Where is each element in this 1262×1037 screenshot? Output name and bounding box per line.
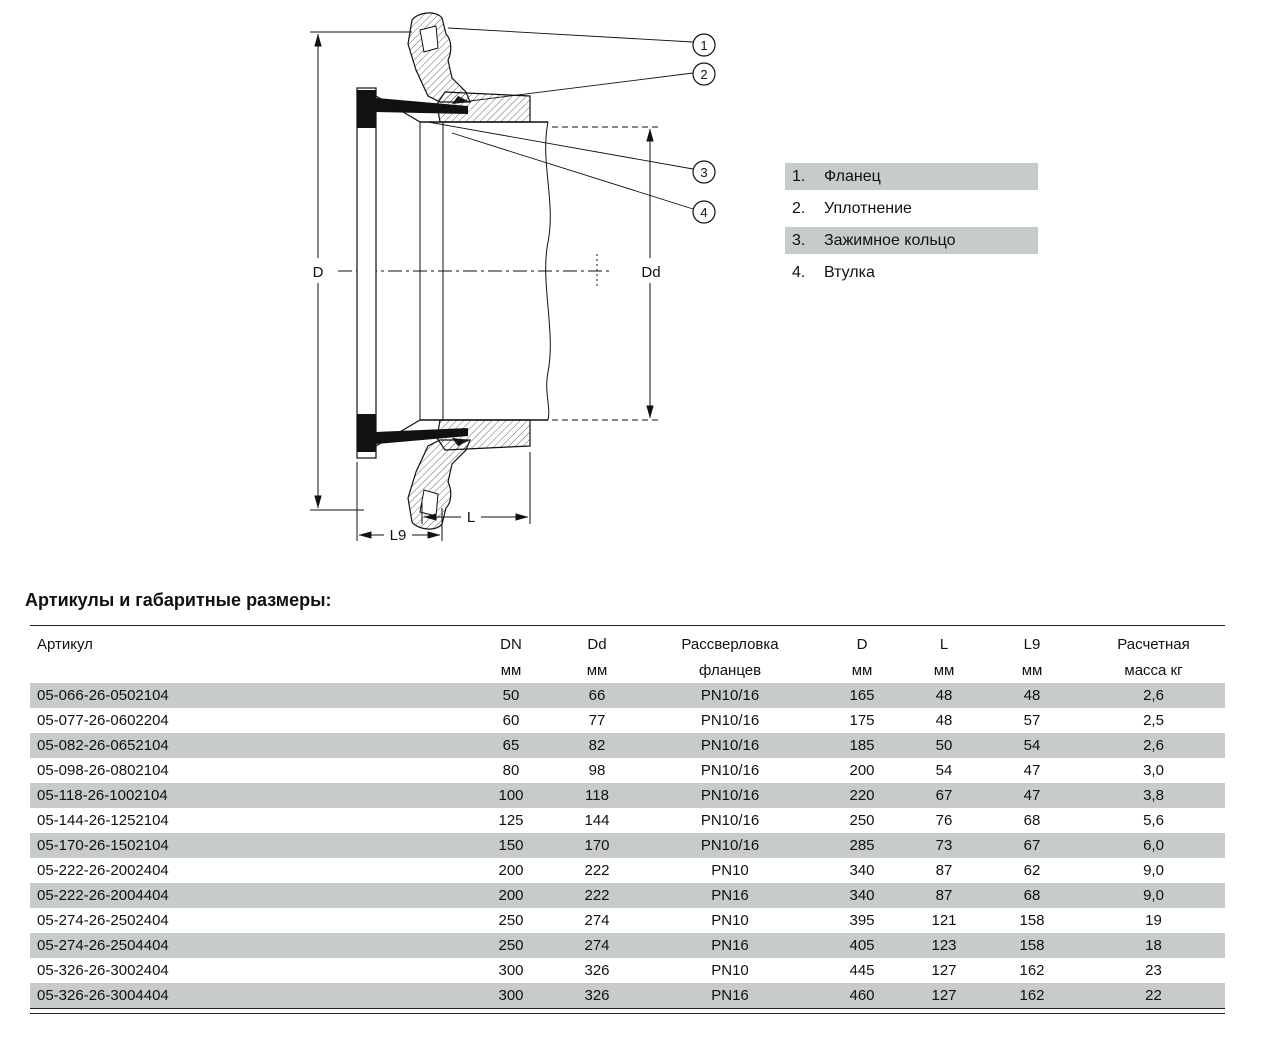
- cell-drilling: PN10/16: [700, 687, 760, 704]
- cell-dn: 100: [498, 787, 524, 804]
- cell-d: 340: [849, 862, 875, 879]
- cell-dd: 144: [584, 812, 610, 829]
- legend-item-number: 2.: [792, 199, 806, 217]
- cell-dn: 65: [502, 737, 520, 754]
- cell-d: 200: [849, 762, 875, 779]
- callout-1: [693, 34, 715, 56]
- table-body: [30, 683, 1225, 1009]
- cell-drilling: PN10/16: [700, 837, 760, 854]
- cell-l: 123: [931, 937, 957, 954]
- cell-l: 50: [935, 737, 953, 754]
- cell-d: 460: [849, 987, 875, 1004]
- cell-mass: 3,8: [1143, 787, 1164, 804]
- cell-l9: 162: [1019, 987, 1045, 1004]
- dim-dd-label: Dd: [641, 264, 661, 281]
- leader-4: [452, 133, 693, 209]
- cell-article: 05-082-26-0652104: [37, 737, 169, 754]
- leader-3: [428, 122, 693, 169]
- cell-l9: 47: [1023, 762, 1041, 779]
- cell-l: 87: [935, 862, 953, 879]
- cell-mass: 9,0: [1143, 887, 1164, 904]
- cell-mass: 22: [1145, 987, 1162, 1004]
- cell-article: 05-274-26-2504404: [37, 937, 169, 954]
- legend-item-label: Уплотнение: [824, 199, 912, 217]
- cell-dn: 300: [498, 962, 524, 979]
- legend-item: [785, 227, 1038, 254]
- cell-drilling: PN16: [711, 987, 749, 1004]
- col-header-l9: L9 мм: [1021, 636, 1043, 679]
- leader-1: [448, 28, 693, 42]
- cell-dd: 98: [588, 762, 606, 779]
- flange-seal-top: [357, 90, 376, 128]
- dim-d-label: D: [312, 264, 324, 281]
- cell-dn: 250: [498, 937, 524, 954]
- cell-article: 05-170-26-1502104: [37, 837, 169, 854]
- cell-l: 73: [935, 837, 953, 854]
- cell-l9: 62: [1023, 862, 1041, 879]
- table-row: [30, 708, 1225, 733]
- callout-4-number: 4: [700, 205, 708, 220]
- cell-l9: 67: [1023, 837, 1041, 854]
- table-row: [30, 933, 1225, 958]
- clamp-top: [408, 13, 470, 102]
- cell-l9: 68: [1023, 887, 1041, 904]
- cell-dd: 326: [584, 987, 610, 1004]
- cell-mass: 2,6: [1143, 687, 1164, 704]
- cell-l9: 57: [1023, 712, 1041, 729]
- cell-l9: 54: [1023, 737, 1041, 754]
- cell-mass: 3,0: [1143, 762, 1164, 779]
- cell-article: 05-274-26-2502404: [37, 912, 169, 929]
- callout-2-number: 2: [700, 67, 708, 82]
- legend-item: [785, 163, 1038, 190]
- cell-drilling: PN10/16: [700, 762, 760, 779]
- cell-l9: 68: [1023, 812, 1041, 829]
- cell-drilling: PN10: [711, 962, 749, 979]
- cell-article: 05-222-26-2004404: [37, 887, 169, 904]
- cell-l9: 158: [1019, 912, 1045, 929]
- cell-d: 395: [849, 912, 875, 929]
- col-header-article: Артикул: [37, 636, 93, 653]
- legend-item-label: Зажимное кольцо: [824, 231, 956, 249]
- legend-item-label: Втулка: [824, 263, 875, 281]
- cell-dd: 274: [584, 912, 610, 929]
- cell-d: 185: [849, 737, 875, 754]
- cell-dd: 66: [588, 687, 606, 704]
- cell-drilling: PN10/16: [700, 712, 760, 729]
- col-header-l: L мм: [933, 636, 955, 679]
- cell-d: 175: [849, 712, 875, 729]
- col-header-drilling: Рассверловка фланцев: [681, 636, 779, 679]
- cell-dn: 80: [502, 762, 520, 779]
- cell-dn: 200: [498, 862, 524, 879]
- cell-l: 87: [935, 887, 953, 904]
- callout-1-number: 1: [700, 38, 708, 53]
- col-header-mass: Расчетная масса кг: [1117, 636, 1190, 679]
- cell-d: 220: [849, 787, 875, 804]
- table-row: [30, 833, 1225, 858]
- flange-plate: [357, 88, 376, 458]
- cell-d: 405: [849, 937, 875, 954]
- cell-drilling: PN10: [711, 862, 749, 879]
- legend-item-label: Фланец: [824, 167, 881, 185]
- cell-mass: 19: [1145, 912, 1162, 929]
- section-heading: Артикулы и габаритные размеры:: [25, 590, 332, 610]
- cell-l: 127: [931, 962, 957, 979]
- table-row: [30, 683, 1225, 708]
- legend-item-number: 3.: [792, 231, 806, 249]
- cell-drilling: PN16: [711, 937, 749, 954]
- cell-drilling: PN10/16: [700, 812, 760, 829]
- cell-dd: 118: [585, 787, 609, 804]
- cell-article: 05-118-26-1002104: [37, 787, 168, 804]
- table-row: [30, 983, 1225, 1009]
- cell-article: 05-077-26-0602204: [37, 712, 169, 729]
- cell-mass: 9,0: [1143, 862, 1164, 879]
- cell-dn: 50: [502, 687, 520, 704]
- cell-l9: 162: [1019, 962, 1045, 979]
- cell-dn: 250: [498, 912, 524, 929]
- cell-mass: 2,6: [1143, 737, 1164, 754]
- legend-item: [785, 195, 1038, 222]
- cell-mass: 18: [1145, 937, 1162, 954]
- cell-article: 05-326-26-3002404: [37, 962, 169, 979]
- cell-drilling: PN10: [711, 912, 749, 929]
- cell-article: 05-144-26-1252104: [37, 812, 169, 829]
- callout-3: [693, 161, 715, 183]
- cell-article: 05-222-26-2002404: [37, 862, 169, 879]
- cell-mass: 5,6: [1143, 812, 1164, 829]
- callout-3-number: 3: [700, 165, 708, 180]
- cell-dd: 222: [584, 887, 610, 904]
- table-row: [30, 808, 1225, 833]
- cell-drilling: PN10/16: [700, 787, 760, 804]
- flange-seal-bottom: [357, 414, 376, 452]
- col-header-d: D мм: [851, 636, 873, 679]
- cell-article: 05-326-26-3004404: [37, 987, 169, 1004]
- parts-legend: [785, 163, 1038, 291]
- callout-2: [693, 63, 715, 85]
- cell-l: 121: [931, 912, 957, 929]
- cell-d: 250: [849, 812, 875, 829]
- table-row: [30, 733, 1225, 758]
- table-row: [30, 883, 1225, 908]
- technical-drawing: [0, 0, 780, 570]
- cell-dd: 222: [584, 862, 610, 879]
- cell-l9: 158: [1019, 937, 1045, 954]
- cell-dd: 274: [584, 937, 610, 954]
- cell-dn: 300: [498, 987, 524, 1004]
- table-row: [30, 783, 1225, 808]
- cell-l9: 47: [1023, 787, 1041, 804]
- cell-mass: 23: [1145, 962, 1162, 979]
- cell-l: 48: [935, 712, 953, 729]
- cell-d: 165: [849, 687, 875, 704]
- cell-d: 340: [849, 887, 875, 904]
- dim-l-label: L: [466, 509, 476, 526]
- dimensions-table: [30, 625, 1225, 1009]
- table-row: [30, 958, 1225, 983]
- legend-item: [785, 259, 1038, 286]
- cell-drilling: PN16: [711, 887, 749, 904]
- cell-l9: 48: [1023, 687, 1041, 704]
- legend-item-number: 4.: [792, 263, 806, 281]
- cell-dd: 326: [584, 962, 610, 979]
- cell-dn: 125: [498, 812, 524, 829]
- col-header-dn: DN мм: [500, 636, 522, 679]
- leader-2: [470, 73, 693, 101]
- table-row: [30, 858, 1225, 883]
- cell-l: 54: [935, 762, 953, 779]
- cell-l: 67: [935, 787, 953, 804]
- cell-dd: 82: [588, 737, 606, 754]
- cell-dd: 170: [584, 837, 610, 854]
- table-end-rule: [30, 1013, 1225, 1014]
- cell-article: 05-098-26-0802104: [37, 762, 169, 779]
- cell-drilling: PN10/16: [700, 737, 760, 754]
- table-header-row: [30, 626, 1225, 684]
- dim-l9-label: L9: [389, 527, 407, 544]
- cell-d: 445: [849, 962, 875, 979]
- cell-d: 285: [849, 837, 875, 854]
- cell-mass: 2,5: [1143, 712, 1164, 729]
- cell-dd: 77: [588, 712, 606, 729]
- cell-dn: 60: [502, 712, 520, 729]
- table-row: [30, 908, 1225, 933]
- cell-article: 05-066-26-0502104: [37, 687, 169, 704]
- cell-l: 48: [935, 687, 953, 704]
- cell-l: 127: [931, 987, 957, 1004]
- cell-dn: 150: [498, 837, 524, 854]
- col-header-dd: Dd мм: [586, 636, 608, 679]
- cell-dn: 200: [498, 887, 524, 904]
- table-row: [30, 758, 1225, 783]
- clamp-bottom: [408, 440, 470, 529]
- legend-item-number: 1.: [792, 167, 806, 185]
- callout-4: [693, 201, 715, 223]
- cell-l: 76: [935, 812, 953, 829]
- cell-mass: 6,0: [1143, 837, 1164, 854]
